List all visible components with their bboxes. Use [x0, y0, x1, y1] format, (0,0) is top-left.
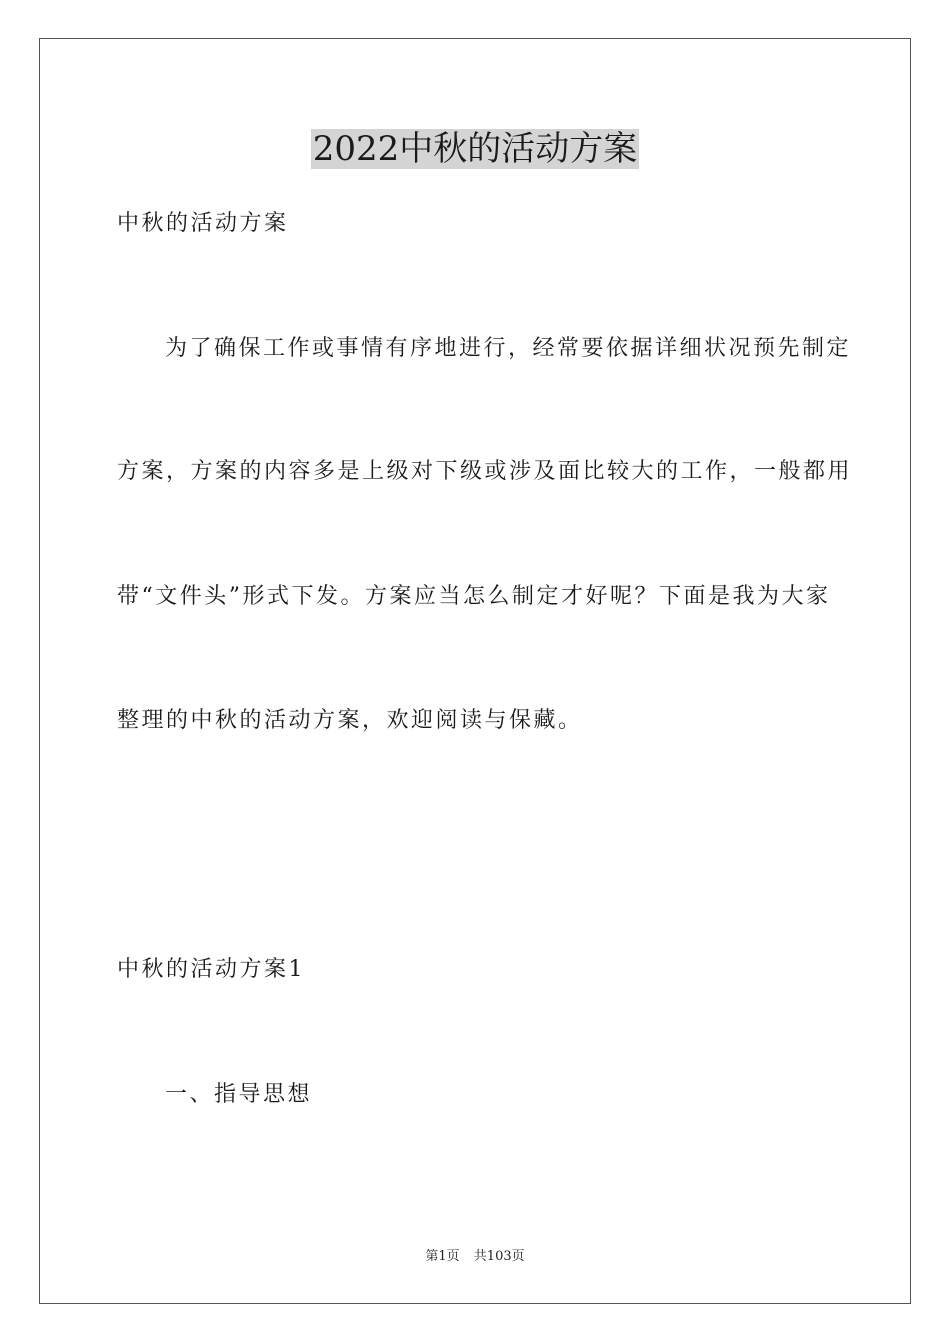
document-subtitle: 中秋的活动方案 [117, 211, 289, 236]
page-footer [0, 1248, 950, 1266]
paragraph-line-3: 带“文件头”形式下发。方案应当怎么制定才好呢？下面是我为大家 [117, 584, 831, 609]
subsection-heading: 一、指导思想 [165, 1082, 313, 1107]
paragraph-line-1: 为了确保工作或事情有序地进行，经常要依据详细状况预先制定 [165, 336, 852, 361]
paragraph-line-2: 方案，方案的内容多是上级对下级或涉及面比较大的工作，一般都用 [117, 459, 853, 484]
paragraph-line-4: 整理的中秋的活动方案，欢迎阅读与保藏。 [117, 708, 583, 733]
page-number: 第1页 [425, 1249, 460, 1264]
document-title [0, 128, 950, 170]
section-heading: 中秋的活动方案1 [117, 957, 305, 982]
document-title-text: 2022中秋的活动方案 [312, 129, 638, 169]
total-pages: 共103页 [473, 1249, 525, 1264]
